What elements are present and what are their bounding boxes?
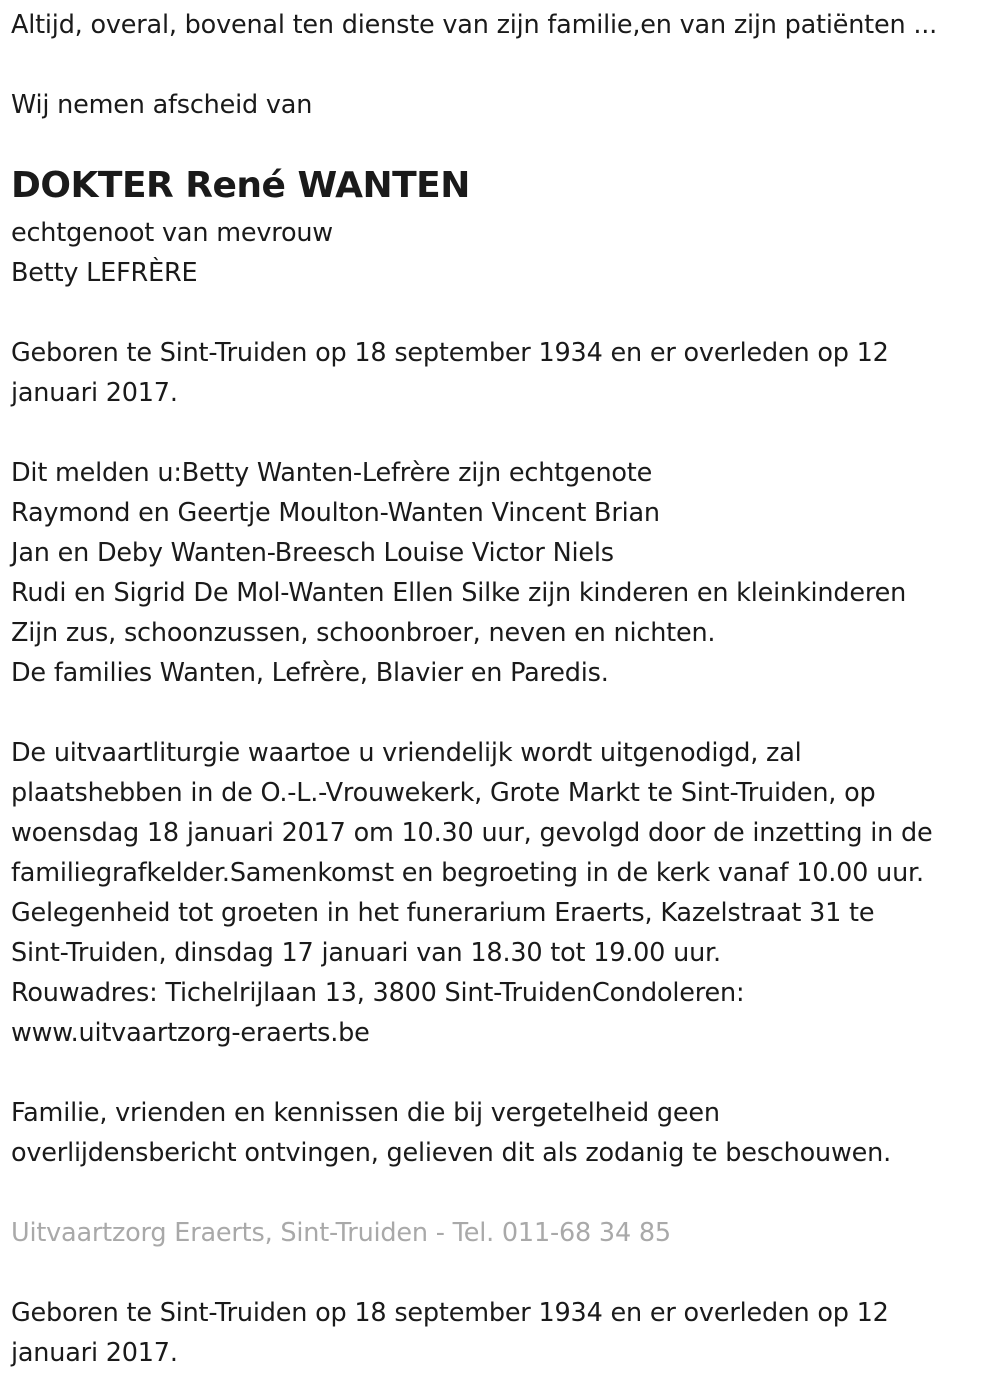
funeral-line: plaatshebben in de O.-L.-Vrouwekerk, Grote Markt te Sint-Truiden, op: [11, 778, 876, 808]
spacer: [11, 293, 991, 333]
notice-line: Familie, vrienden en kennissen die bij vergetelheid geen: [11, 1098, 720, 1128]
family-line: Dit melden u:Betty Wanten-Lefrère zijn echtgenote: [11, 458, 653, 488]
family-line: Zijn zus, schoonzussen, schoonbroer, neven en nichten.: [11, 618, 716, 648]
obituary-document: [11, 5, 991, 1373]
notice-block: [11, 1093, 991, 1173]
undertaker-line: Uitvaartzorg Eraerts, Sint-Truiden - Tel. 011-68 34 85: [11, 1218, 671, 1248]
notice-line: overlijdensbericht ontvingen, gelieven dit als zodanig te beschouwen.: [11, 1138, 892, 1168]
birth-death-repeat-line-1: Geboren te Sint-Truiden op 18 september 1934 en er overleden op 12: [11, 1298, 889, 1328]
family-line: Jan en Deby Wanten-Breesch Louise Victor Niels: [11, 538, 614, 568]
spouse-line-2: Betty LEFRÈRE: [11, 258, 198, 288]
family-line: Rudi en Sigrid De Mol-Wanten Ellen Silke zijn kinderen en kleinkinderen: [11, 578, 907, 608]
family-block: [11, 453, 991, 693]
deceased-name: DOKTER René WANTEN: [11, 165, 470, 206]
funeral-block: [11, 733, 991, 1053]
intro-line: Altijd, overal, bovenal ten dienste van zijn familie,en van zijn patiënten ...: [11, 10, 938, 40]
funeral-line: Gelegenheid tot groeten in het funerarium Eraerts, Kazelstraat 31 te: [11, 898, 875, 928]
spacer: [11, 125, 991, 165]
spacer: [11, 693, 991, 733]
funeral-line: familiegrafkelder.Samenkomst en begroeting in de kerk vanaf 10.00 uur.: [11, 858, 924, 888]
funeral-line: Rouwadres: Tichelrijlaan 13, 3800 Sint-TruidenCondoleren:: [11, 978, 745, 1008]
funeral-line: Sint-Truiden, dinsdag 17 januari van 18.30 tot 19.00 uur.: [11, 938, 721, 968]
farewell-line: Wij nemen afscheid van: [11, 90, 313, 120]
funeral-line: woensdag 18 januari 2017 om 10.30 uur, gevolgd door de inzetting in de: [11, 818, 933, 848]
family-line: Raymond en Geertje Moulton-Wanten Vincent Brian: [11, 498, 660, 528]
birth-death-repeat-line-2: januari 2017.: [11, 1338, 178, 1368]
spouse-line-1: echtgenoot van mevrouw: [11, 218, 333, 248]
condolence-website: www.uitvaartzorg-eraerts.be: [11, 1018, 370, 1048]
birth-death-line-1: Geboren te Sint-Truiden op 18 september 1934 en er overleden op 12: [11, 338, 889, 368]
family-line: De families Wanten, Lefrère, Blavier en Paredis.: [11, 658, 609, 688]
birth-death-line-2: januari 2017.: [11, 378, 178, 408]
spacer: [11, 413, 991, 453]
spacer: [11, 1173, 991, 1213]
spacer: [11, 1053, 991, 1093]
spacer: [11, 1253, 991, 1293]
funeral-line: De uitvaartliturgie waartoe u vriendelijk wordt uitgenodigd, zal: [11, 738, 802, 768]
spacer: [11, 45, 991, 85]
